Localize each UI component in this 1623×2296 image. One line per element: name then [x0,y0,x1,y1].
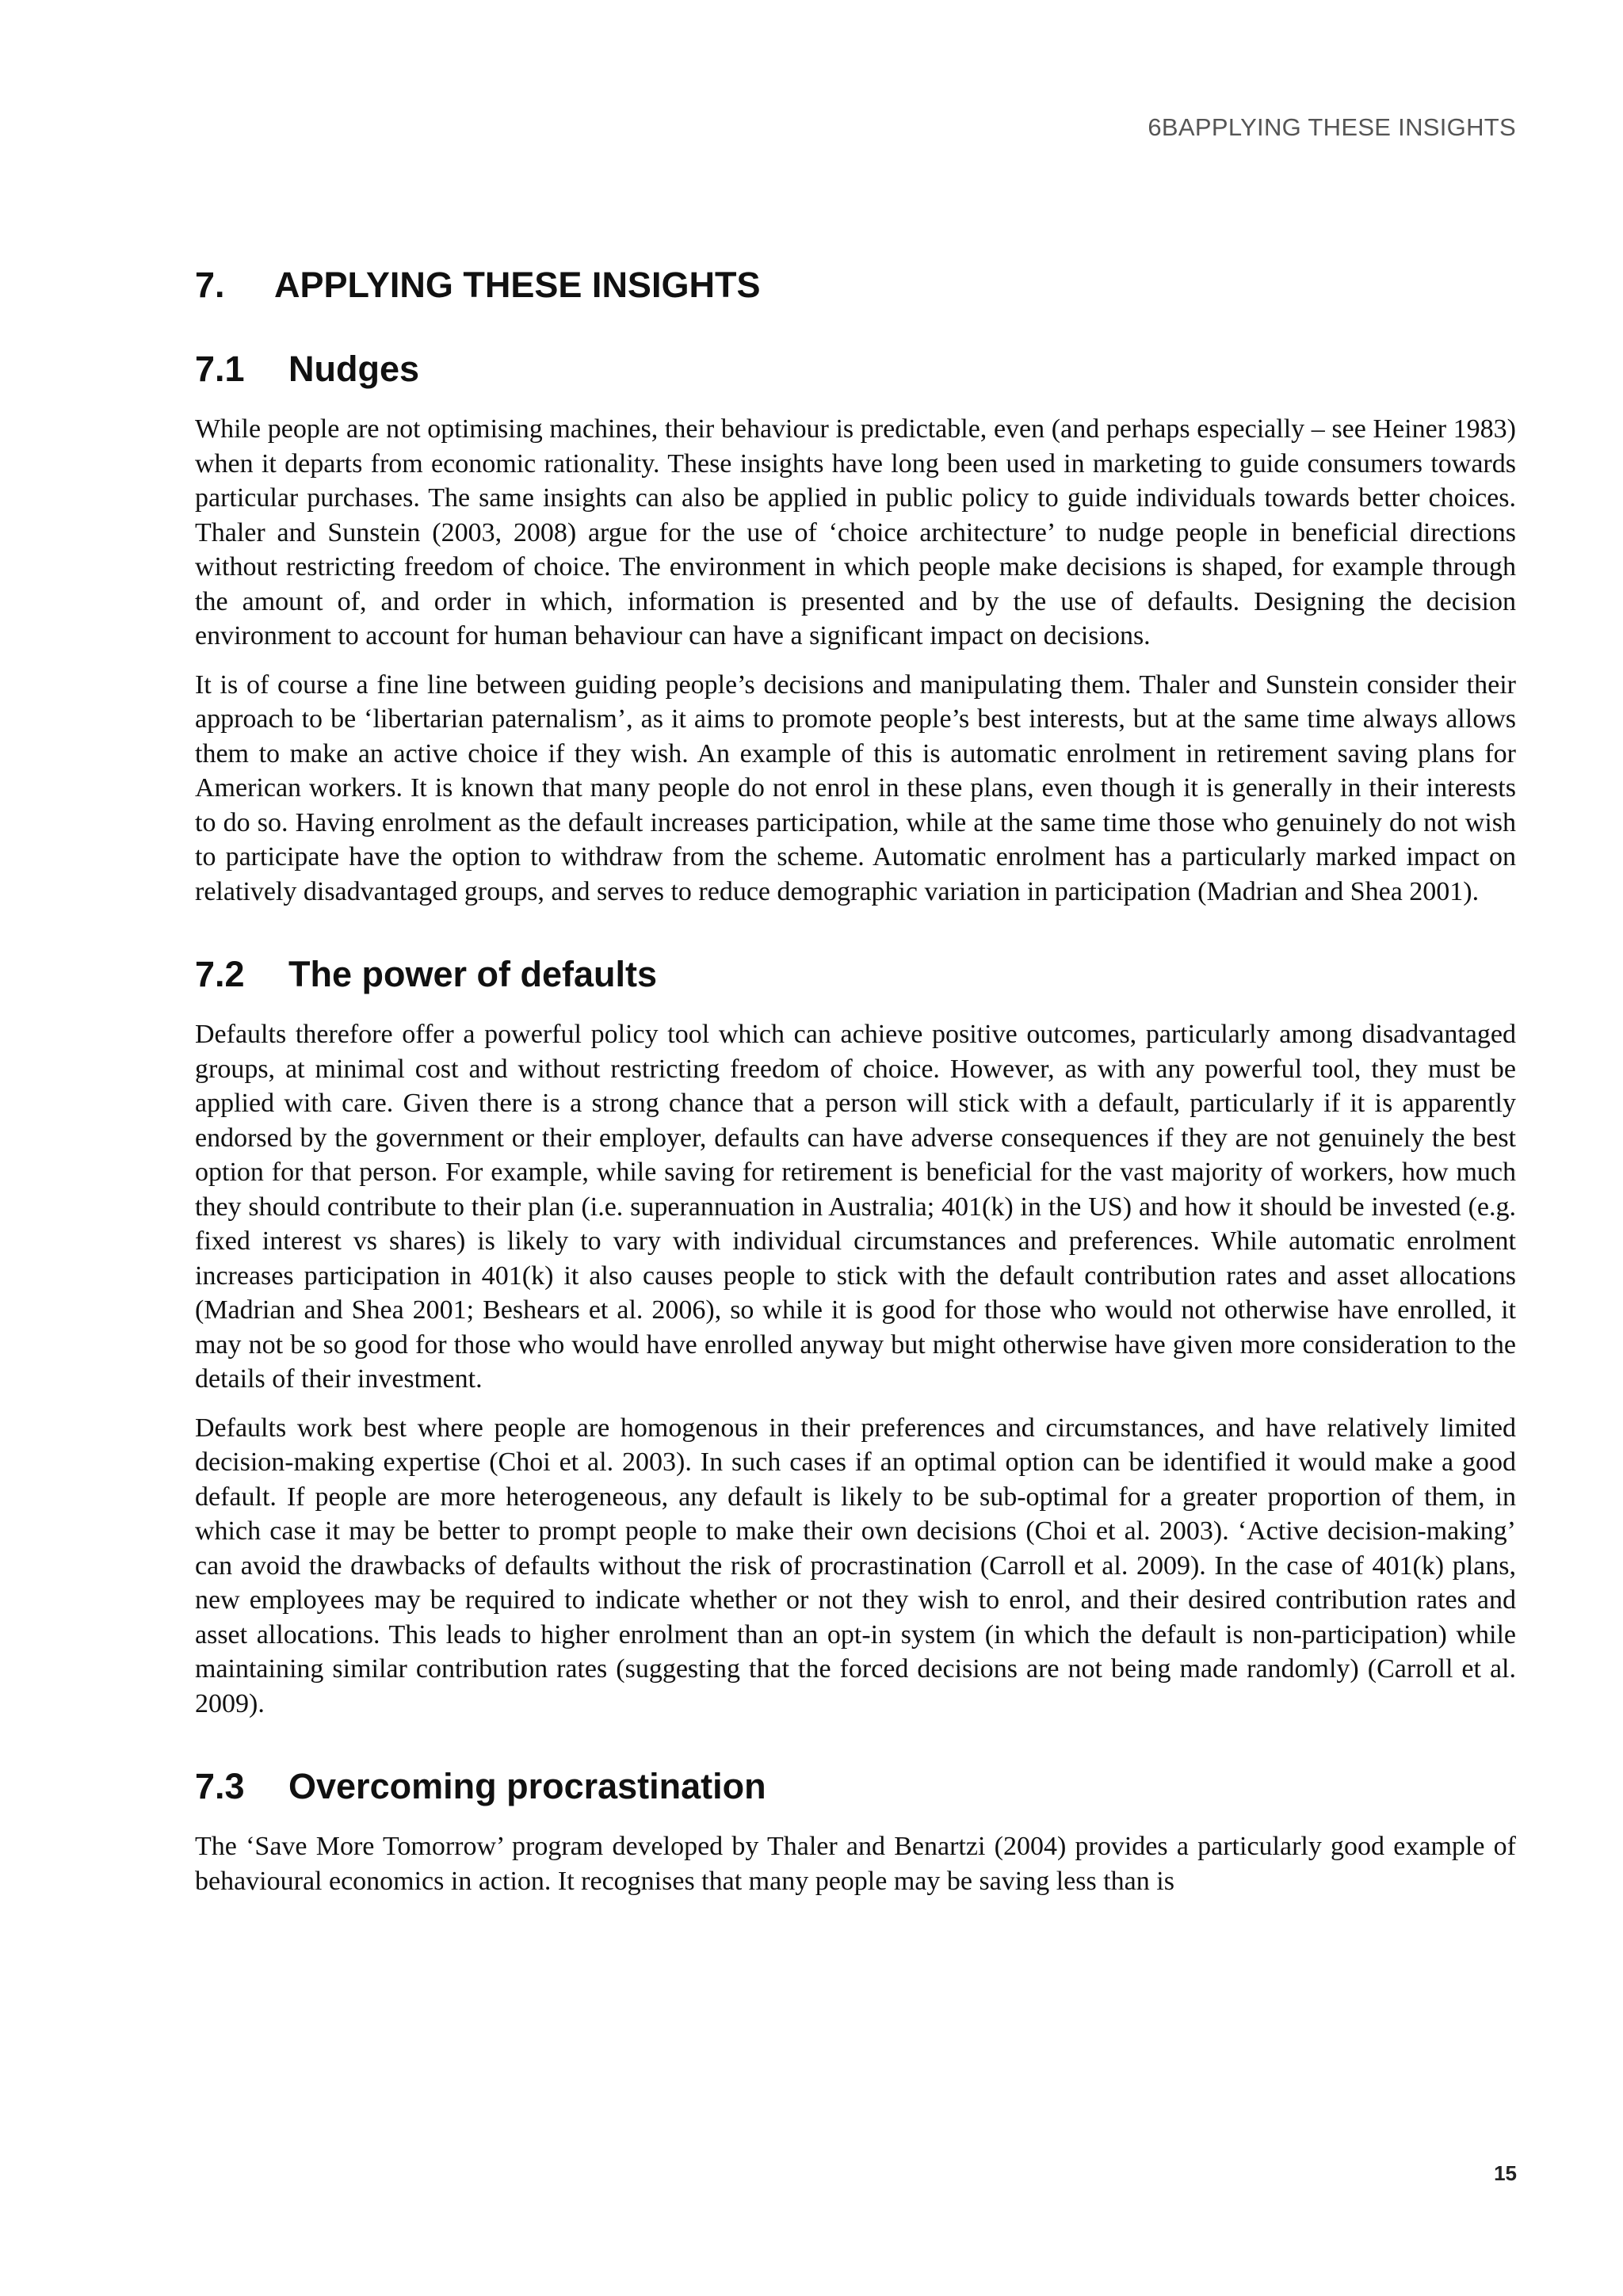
section-spacer [195,923,1516,952]
section-heading-overcoming-procrastination [195,1764,1516,1810]
section-number: 7.1 [195,349,245,389]
page-number: 15 [1494,2161,1517,2185]
section-title: Nudges [288,349,420,389]
chapter-number: 7. [195,265,225,305]
section-spacer [195,1735,1516,1764]
section-number: 7.2 [195,954,245,994]
body-paragraph: While people are not optimising machines, their behaviour is predictable, even (and perhaps especially – see Heiner 1983) when it departs from economic rationality. These insights have long been used in marketing to guide consumers towards particular purchases. The same insights can also be applied in public policy to guide individuals towards better choices. Thaler and Sunstein (2003, 2008) argue for the use of ‘choice architecture’ to nudge people in beneficial directions without restricting freedom of choice. The environment in which people make decisions is shaped, for example through the amount of, and order in which, information is presented and by the use of defaults. Designing the decision environment to account for human behaviour can have a significant impact on decisions. [195,414,1516,650]
chapter-heading [195,261,1516,309]
page-content [195,261,1516,1913]
body-paragraph: Defaults therefore offer a powerful policy tool which can achieve positive outcomes, particularly among disadvantaged groups, at minimal cost and without restricting freedom of choice. However, as with any powerful tool, they must be applied with care. Given there is a strong chance that a person will stick with a default, particularly if it is apparently endorsed by the government or their employer, defaults can have adverse consequences if they are not genuinely the best option for that person. For example, while saving for retirement is beneficial for the vast majority of workers, how much they should contribute to their plan (i.e. superannuation in Australia; 401(k) in the US) and how it should be invested (e.g. fixed interest vs shares) is likely to vary with individual circumstances and preferences. While automatic enrolment increases participation in 401(k) it also causes people to stick with the default contribution rates and asset allocations (Madrian and Shea 2001; Beshears et al. 2006), so while it is good for those who would not otherwise have enrolled, it may not be so good for those who would have enrolled anyway but might otherwise have given more consideration to the details of their investment. [195,1020,1516,1394]
body-paragraph: It is of course a fine line between guiding people’s decisions and manipulating them. Thaler and Sunstein consider their approach to be ‘libertarian paternalism’, as it aims to promote people’s best interests, but at the same time always allows them to make an active choice if they wish. An example of this is automatic enrolment in retirement saving plans for American workers. It is known that many people do not enrol in these plans, even though it is generally in their interests to do so. Having enrolment as the default increases participation, while at the same time those who genuinely do not wish to participate have the option to withdraw from the scheme. Automatic enrolment has a particularly marked impact on relatively disadvantaged groups, and serves to reduce demographic variation in participation (Madrian and Shea 2001). [195,669,1516,906]
section-heading-power-of-defaults [195,952,1516,997]
body-paragraph: The ‘Save More Tomorrow’ program developed by Thaler and Benartzi (2004) provides a particularly good example of behavioural economics in action. It recognises that many people may be saving less than is [195,1832,1516,1896]
section-title: Overcoming procrastination [288,1766,766,1806]
section-number: 7.3 [195,1766,245,1806]
section-heading-nudges [195,346,1516,392]
section-title: The power of defaults [288,954,658,994]
chapter-title: APPLYING THESE INSIGHTS [274,265,761,305]
body-paragraph: Defaults work best where people are homogenous in their preferences and circumstances, and have relatively limited decision-making expertise (Choi et al. 2003). In such cases if an optimal option can be identified it would make a good default. If people are more heterogeneous, any default is likely to be sub-optimal for a greater proportion of them, in which case it may be better to prompt people to make their own decisions (Choi et al. 2003). ‘Active decision-making’ can avoid the drawbacks of defaults without the risk of procrastination (Carroll et al. 2009). In the case of 401(k) plans, new employees may be required to indicate whether or not they wish to enrol, and their desired contribution rates and asset allocations. This leads to higher enrolment than an opt-in system (in which the default is non-participation) while maintaining similar contribution rates (suggesting that the forced decisions are not being made randomly) (Carroll et al. 2009). [195,1413,1516,1718]
running-header: 6BAPPLYING THESE INSIGHTS [1148,113,1516,141]
